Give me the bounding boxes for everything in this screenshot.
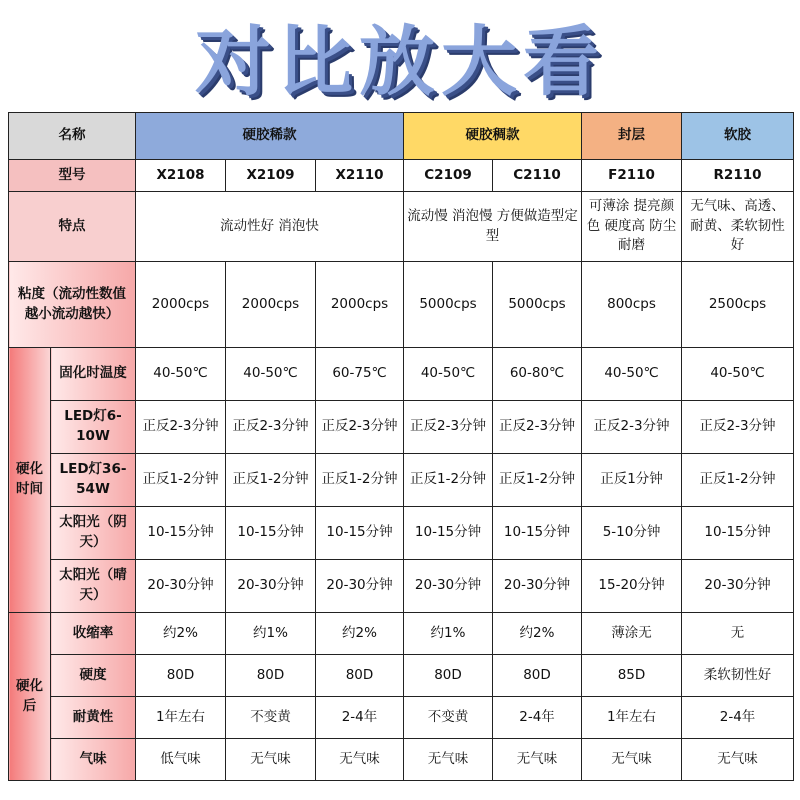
value-cell: 正反2-3分钟 [136, 401, 226, 454]
value-cell: 2-4年 [316, 697, 404, 739]
value-cell: 正反1-2分钟 [316, 454, 404, 507]
value-cell: 80D [404, 655, 493, 697]
value-cell: 40-50℃ [404, 348, 493, 401]
viscosity-row [9, 262, 794, 348]
value-cell: 约2% [493, 613, 582, 655]
value-cell: 正反1-2分钟 [136, 454, 226, 507]
value-cell: 10-15分钟 [404, 507, 493, 560]
value-cell: 正反1-2分钟 [226, 454, 316, 507]
row-label: 气味 [51, 739, 136, 781]
comparison-table [8, 112, 794, 781]
value-cell: 约1% [226, 613, 316, 655]
value-cell: 10-15分钟 [136, 507, 226, 560]
value-cell: 无气味 [582, 739, 682, 781]
row-label: 硬度 [51, 655, 136, 697]
value-cell: 2-4年 [493, 697, 582, 739]
value-cell: 薄涂无 [582, 613, 682, 655]
after-row [9, 697, 794, 739]
curing-group-label: 硬化时间 [9, 348, 51, 613]
value-cell: 20-30分钟 [404, 560, 493, 613]
curing-row [9, 348, 794, 401]
row-label: 太阳光（晴天） [51, 560, 136, 613]
value-cell: 1年左右 [136, 697, 226, 739]
value-cell: 80D [316, 655, 404, 697]
group-header-soft: 软胶 [682, 113, 794, 160]
value-cell: 20-30分钟 [136, 560, 226, 613]
value-cell: 20-30分钟 [316, 560, 404, 613]
value-cell: 5-10分钟 [582, 507, 682, 560]
value-cell: 无气味 [682, 739, 794, 781]
value-cell: 无气味 [493, 739, 582, 781]
viscosity-cell: 2000cps [226, 262, 316, 348]
model-cell: C2109 [404, 160, 493, 192]
group-header-hard-thick: 硬胶稠款 [404, 113, 582, 160]
value-cell: 约2% [136, 613, 226, 655]
value-cell: 10-15分钟 [316, 507, 404, 560]
after-row [9, 613, 794, 655]
value-cell: 柔软韧性好 [682, 655, 794, 697]
value-cell: 20-30分钟 [493, 560, 582, 613]
feature-cell: 无气味、高透、耐黄、柔软韧性好 [682, 192, 794, 262]
row-label: 收缩率 [51, 613, 136, 655]
value-cell: 约1% [404, 613, 493, 655]
curing-row [9, 454, 794, 507]
value-cell: 10-15分钟 [682, 507, 794, 560]
value-cell: 2-4年 [682, 697, 794, 739]
row-label: LED灯36-54W [51, 454, 136, 507]
after-row [9, 655, 794, 697]
value-cell: 无气味 [404, 739, 493, 781]
value-cell: 80D [226, 655, 316, 697]
value-cell: 15-20分钟 [582, 560, 682, 613]
value-cell: 20-30分钟 [226, 560, 316, 613]
curing-row [9, 401, 794, 454]
viscosity-cell: 2500cps [682, 262, 794, 348]
value-cell: 80D [136, 655, 226, 697]
value-cell: 20-30分钟 [682, 560, 794, 613]
viscosity-label: 粘度（流动性数值越小流动越快） [9, 262, 136, 348]
value-cell: 正反1-2分钟 [682, 454, 794, 507]
viscosity-cell: 2000cps [136, 262, 226, 348]
row-label: 耐黄性 [51, 697, 136, 739]
model-cell: R2110 [682, 160, 794, 192]
value-cell: 无 [682, 613, 794, 655]
viscosity-cell: 5000cps [404, 262, 493, 348]
features-row [9, 192, 794, 262]
feature-cell: 可薄涂 提亮颜色 硬度高 防尘耐磨 [582, 192, 682, 262]
value-cell: 不变黄 [404, 697, 493, 739]
value-cell: 无气味 [226, 739, 316, 781]
value-cell: 正反2-3分钟 [316, 401, 404, 454]
row-label: 固化时温度 [51, 348, 136, 401]
row-label: LED灯6-10W [51, 401, 136, 454]
features-label: 特点 [9, 192, 136, 262]
value-cell: 正反2-3分钟 [582, 401, 682, 454]
value-cell: 正反2-3分钟 [493, 401, 582, 454]
model-row [9, 160, 794, 192]
group-header-sealer: 封层 [582, 113, 682, 160]
value-cell: 60-80℃ [493, 348, 582, 401]
value-cell: 85D [582, 655, 682, 697]
model-cell: X2109 [226, 160, 316, 192]
viscosity-cell: 800cps [582, 262, 682, 348]
model-cell: F2110 [582, 160, 682, 192]
feature-cell: 流动性好 消泡快 [136, 192, 404, 262]
row-label: 太阳光（阴天） [51, 507, 136, 560]
value-cell: 正反2-3分钟 [226, 401, 316, 454]
feature-cell: 流动慢 消泡慢 方便做造型定型 [404, 192, 582, 262]
value-cell: 正反1-2分钟 [493, 454, 582, 507]
value-cell: 40-50℃ [226, 348, 316, 401]
value-cell: 10-15分钟 [226, 507, 316, 560]
model-cell: C2110 [493, 160, 582, 192]
after-row [9, 739, 794, 781]
value-cell: 40-50℃ [582, 348, 682, 401]
header-row [9, 113, 794, 160]
value-cell: 60-75℃ [316, 348, 404, 401]
after-group-label: 硬化后 [9, 613, 51, 781]
value-cell: 80D [493, 655, 582, 697]
name-header: 名称 [9, 113, 136, 160]
viscosity-cell: 5000cps [493, 262, 582, 348]
model-cell: X2108 [136, 160, 226, 192]
value-cell: 不变黄 [226, 697, 316, 739]
curing-row [9, 507, 794, 560]
value-cell: 正反1分钟 [582, 454, 682, 507]
value-cell: 40-50℃ [136, 348, 226, 401]
value-cell: 无气味 [316, 739, 404, 781]
value-cell: 40-50℃ [682, 348, 794, 401]
value-cell: 正反1-2分钟 [404, 454, 493, 507]
model-label: 型号 [9, 160, 136, 192]
viscosity-cell: 2000cps [316, 262, 404, 348]
group-header-hard-thin: 硬胶稀款 [136, 113, 404, 160]
value-cell: 正反2-3分钟 [404, 401, 493, 454]
value-cell: 低气味 [136, 739, 226, 781]
model-cell: X2110 [316, 160, 404, 192]
page-title: 对比放大看 [195, 16, 605, 106]
value-cell: 1年左右 [582, 697, 682, 739]
value-cell: 10-15分钟 [493, 507, 582, 560]
value-cell: 正反2-3分钟 [682, 401, 794, 454]
value-cell: 约2% [316, 613, 404, 655]
curing-row [9, 560, 794, 613]
